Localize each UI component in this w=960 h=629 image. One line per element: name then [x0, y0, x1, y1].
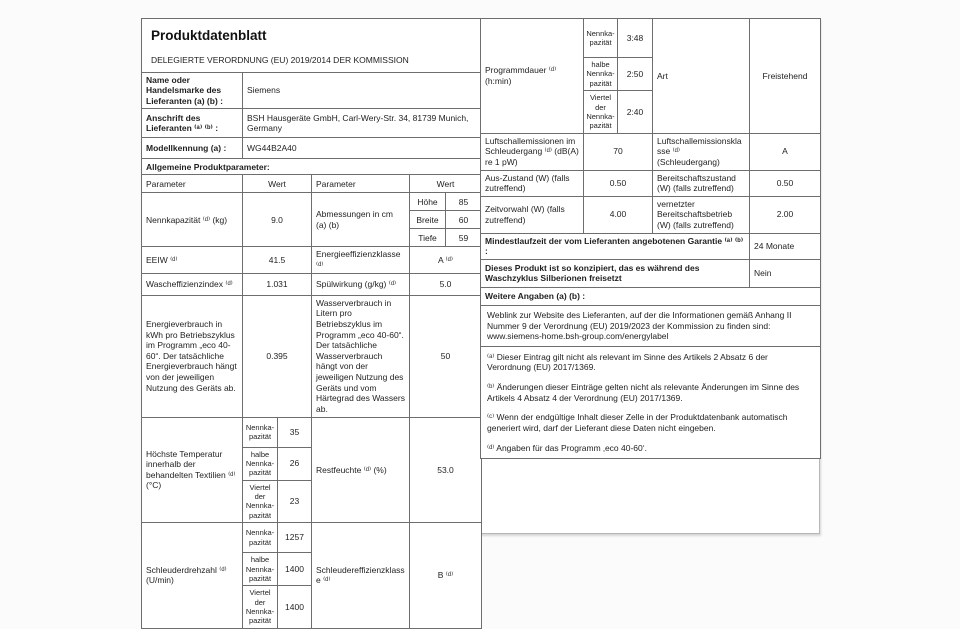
- column-header-parameter-2: Parameter: [312, 175, 410, 193]
- temp-rated-capacity-value: 35: [278, 417, 312, 447]
- spin-quarter-capacity-label: Viertel der Nennka-pazität: [243, 586, 278, 629]
- temp-quarter-capacity-label: Viertel der Nennka-pazität: [243, 480, 278, 523]
- appliance-type-value: Freistehend: [750, 19, 821, 134]
- temp-quarter-capacity-value: 23: [278, 480, 312, 523]
- supplier-address-value: BSH Hausgeräte GmbH, Carl-Wery-Str. 34, 81739 Munich, Germany: [243, 109, 482, 138]
- energy-class-value: A ⁽ᵈ⁾: [410, 247, 482, 273]
- dimensions-label: Abmessungen in cm (a) (b): [312, 193, 410, 247]
- residual-moisture-label: Restfeuchte ⁽ᵈ⁾ (%): [312, 417, 410, 523]
- dimension-width-label: Breite: [410, 211, 446, 229]
- airborne-noise-value: 70: [584, 133, 653, 170]
- silver-ions-value: Nein: [750, 259, 821, 287]
- duration-quarter-capacity-value: 2:40: [618, 91, 653, 134]
- temp-half-capacity-label: halbe Nennka-pazität: [243, 447, 278, 480]
- rated-capacity-label: Nennkapazität ⁽ᵈ⁾ (kg): [142, 193, 243, 247]
- temp-rated-capacity-label: Nennka-pazität: [243, 417, 278, 447]
- footnote-b: ⁽ᵇ⁾ Änderungen dieser Einträge gelten nicht als relevante Änderungen im Sinne des Artikels 4 Absatz 4 der Verordnung (EU) 2017/1369.: [487, 382, 800, 403]
- eeiw-label: EEIW ⁽ᵈ⁾: [142, 247, 243, 273]
- datasheet-page: [141, 18, 820, 626]
- rinse-effect-value: 5.0: [410, 273, 482, 295]
- spin-rated-capacity-label: Nennka-pazität: [243, 523, 278, 553]
- supplier-name-label: Name oder Handelsmarke des Lieferanten (a) (b) :: [142, 72, 243, 109]
- temp-half-capacity-value: 26: [278, 447, 312, 480]
- datasheet-right-column: [480, 18, 821, 459]
- general-parameters-heading: Allgemeine Produktparameter:: [142, 159, 482, 175]
- datasheet-left-column: [141, 18, 482, 629]
- appliance-type-label: Art: [653, 19, 750, 134]
- residual-moisture-value: 53.0: [410, 417, 482, 523]
- max-temperature-label: Höchste Temperatur innerhalb der behandelten Textilien ⁽ᵈ⁾ (°C): [142, 417, 243, 523]
- noise-class-value: A: [750, 133, 821, 170]
- column-header-parameter-1: Parameter: [142, 175, 243, 193]
- networked-standby-value: 2.00: [750, 196, 821, 233]
- footnotes-cell: [481, 346, 821, 458]
- noise-class-label: Luftschallemissionsklasse ⁽ᵈ⁾ (Schleudergang): [653, 133, 750, 170]
- model-id-value: WG44B2A40: [243, 138, 482, 159]
- duration-half-capacity-label: halbe Nennka-pazität: [584, 58, 618, 91]
- eeiw-value: 41.5: [243, 247, 312, 273]
- spin-class-label: Schleudereffizienzklasse ⁽ᵈ⁾: [312, 523, 410, 629]
- spin-half-capacity-label: halbe Nennka-pazität: [243, 553, 278, 586]
- supplier-weblink-text: Weblink zur Website des Lieferanten, auf der die Informationen gemäß Anhang II Nummer 9 der Verordnung (EU) 2019/2023 der Kommission zu finden sind: www.siemens-home.bsh-group.com/energylabel: [481, 305, 821, 346]
- column-header-wert-1: Wert: [243, 175, 312, 193]
- duration-quarter-capacity-label: Viertel der Nennka-pazität: [584, 91, 618, 134]
- delay-start-value: 4.00: [584, 196, 653, 233]
- rated-capacity-value: 9.0: [243, 193, 312, 247]
- footnote-c: ⁽ᶜ⁾ Wenn der endgültige Inhalt dieser Zelle in der Produktdatenbank automatisch generiert wird, darf der Lieferant diese Daten nicht eingeben.: [487, 412, 788, 433]
- wash-efficiency-value: 1.031: [243, 273, 312, 295]
- duration-rated-capacity-value: 3:48: [618, 19, 653, 58]
- dimension-height-label: Höhe: [410, 193, 446, 211]
- off-mode-value: 0.50: [584, 170, 653, 196]
- spin-class-value: B ⁽ᵈ⁾: [410, 523, 482, 629]
- supplier-name-value: Siemens: [243, 72, 482, 109]
- airborne-noise-label: Luftschallemissionen im Schleudergang ⁽ᵈ⁾ (dB(A) re 1 pW): [481, 133, 584, 170]
- delay-start-label: Zeitvorwahl (W) (falls zutreffend): [481, 196, 584, 233]
- duration-half-capacity-value: 2:50: [618, 58, 653, 91]
- energy-consumption-value: 0.395: [243, 295, 312, 417]
- warranty-label: Mindestlaufzeit der vom Lieferanten angebotenen Garantie ⁽ᵃ⁾ ⁽ᵇ⁾ :: [481, 233, 750, 259]
- water-consumption-label: Wasserverbrauch in Litern pro Betriebszyklus im Programm „eco 40-60“. Der tatsächliche Wasserverbrauch hängt von der jeweiligen Nutzung des Geräts und vom Härtegrad des Wassers ab.: [312, 295, 410, 417]
- program-duration-label: Programmdauer ⁽ᵈ⁾ (h:min): [481, 19, 584, 134]
- dimension-height-value: 85: [446, 193, 482, 211]
- column-header-wert-2: Wert: [410, 175, 482, 193]
- spin-half-capacity-value: 1400: [278, 553, 312, 586]
- water-consumption-value: 50: [410, 295, 482, 417]
- warranty-value: 24 Monate: [750, 233, 821, 259]
- spin-rated-capacity-value: 1257: [278, 523, 312, 553]
- spin-speed-label: Schleuderdrehzahl ⁽ᵈ⁾ (U/min): [142, 523, 243, 629]
- spin-quarter-capacity-value: 1400: [278, 586, 312, 629]
- dimension-depth-value: 59: [446, 229, 482, 247]
- standby-mode-label: Bereitschaftszustand (W) (falls zutreffend): [653, 170, 750, 196]
- supplier-address-label: Anschrift des Lieferanten ⁽ᵃ⁾ ⁽ᵇ⁾ :: [142, 109, 243, 138]
- model-id-label: Modellkennung (a) :: [142, 138, 243, 159]
- wash-efficiency-label: Wascheffizienzindex ⁽ᵈ⁾: [142, 273, 243, 295]
- rinse-effect-label: Spülwirkung (g/kg) ⁽ᵈ⁾: [312, 273, 410, 295]
- document-header: [142, 19, 482, 73]
- page-title: Produktdatenblatt: [151, 28, 267, 43]
- duration-rated-capacity-label: Nennka-pazität: [584, 19, 618, 58]
- standby-mode-value: 0.50: [750, 170, 821, 196]
- footnote-a: ⁽ᵃ⁾ Dieser Eintrag gilt nicht als relevant im Sinne des Artikels 2 Absatz 6 der Verordnung (EU) 2017/1369.: [487, 351, 768, 373]
- energy-class-label: Energieeffizienzklasse ⁽ᵈ⁾: [312, 247, 410, 273]
- networked-standby-label: vernetzter Bereitschaftsbetrieb (W) (falls zutreffend): [653, 196, 750, 233]
- further-information-heading: Weitere Angaben (a) (b) :: [481, 287, 821, 305]
- dimension-depth-label: Tiefe: [410, 229, 446, 247]
- silver-ions-label: Dieses Produkt ist so konzipiert, das es während des Waschzyklus Silberionen freisetzt: [481, 259, 750, 287]
- energy-consumption-label: Energieverbrauch in kWh pro Betriebszyklus im Programm „eco 40-60“. Der tatsächliche Energieverbrauch hängt von der jeweiligen Nutzung des Geräts ab.: [142, 295, 243, 417]
- footnote-d: ⁽ᵈ⁾ Angaben für das Programm ‚eco 40-60‘.: [487, 442, 647, 453]
- dimension-width-value: 60: [446, 211, 482, 229]
- off-mode-label: Aus-Zustand (W) (falls zutreffend): [481, 170, 584, 196]
- regulation-subtitle: DELEGIERTE VERORDNUNG (EU) 2019/2014 DER KOMMISSION: [151, 54, 409, 65]
